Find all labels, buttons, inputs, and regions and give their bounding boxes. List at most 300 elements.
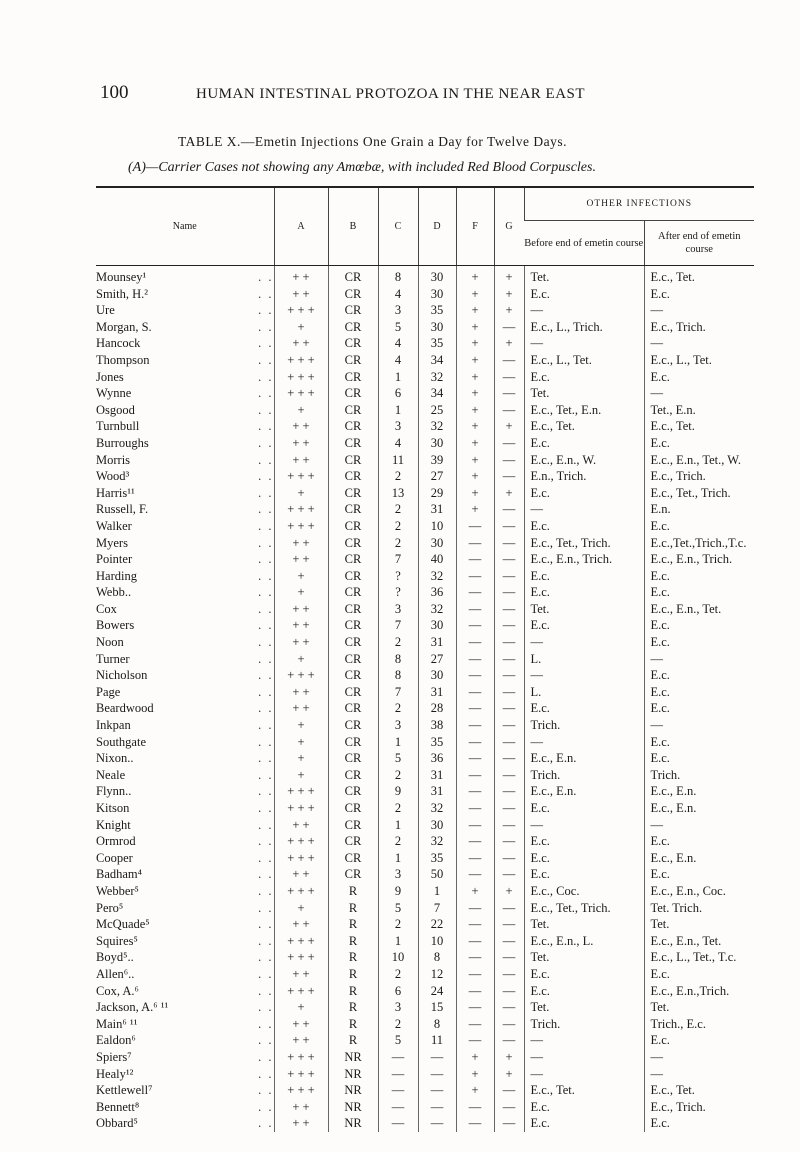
cell-d: —: [418, 1082, 456, 1099]
cell-name: [96, 700, 274, 717]
name-text: Pero⁵: [96, 900, 124, 915]
cell-g: —: [494, 584, 524, 601]
leader-dots: . .: [258, 1033, 274, 1048]
leader-dots: . .: [258, 502, 274, 517]
table-title: TABLE X.—Emetin Injections One Grain a Day for Twelve Days.: [178, 134, 568, 149]
cell-c: 2: [378, 833, 418, 850]
cell-after: E.c.: [644, 568, 754, 585]
cell-c: 7: [378, 551, 418, 568]
leader-dots: . .: [258, 817, 274, 832]
cell-f: —: [456, 933, 494, 950]
cell-after: E.c.: [644, 1115, 754, 1132]
cell-before: E.c., Tet.: [524, 418, 644, 435]
leader-dots: . .: [258, 734, 274, 749]
table-row: [96, 485, 754, 502]
name-text: Main⁶ ¹¹: [96, 1016, 138, 1031]
cell-before: Tet.: [524, 266, 644, 286]
cell-before: E.c., Tet., E.n.: [524, 402, 644, 419]
cell-before: E.c.: [524, 700, 644, 717]
cell-f: —: [456, 1115, 494, 1132]
cell-g: —: [494, 734, 524, 751]
leader-dots: . .: [258, 435, 274, 450]
cell-c: 3: [378, 601, 418, 618]
cell-name: [96, 651, 274, 668]
cell-b: CR: [328, 767, 378, 784]
cell-c: 1: [378, 817, 418, 834]
table-row: [96, 1016, 754, 1033]
cell-before: E.c., E.n., L.: [524, 933, 644, 950]
cell-g: —: [494, 1016, 524, 1033]
cell-name: [96, 568, 274, 585]
leader-dots: . .: [258, 900, 274, 915]
cell-c: 6: [378, 983, 418, 1000]
leader-dots: . .: [258, 1116, 274, 1131]
cell-after: —: [644, 385, 754, 402]
cell-after: E.c.: [644, 1032, 754, 1049]
cell-a: + + +: [274, 833, 328, 850]
cell-a: + +: [274, 817, 328, 834]
table-row: [96, 767, 754, 784]
cell-b: NR: [328, 1115, 378, 1132]
cell-b: R: [328, 1032, 378, 1049]
cell-name: [96, 617, 274, 634]
cell-before: Tet.: [524, 999, 644, 1016]
name-text: Allen⁶..: [96, 966, 135, 981]
cell-g: —: [494, 1099, 524, 1116]
name-text: Beardwood: [96, 701, 154, 716]
cell-d: 30: [418, 266, 456, 286]
cell-a: +: [274, 319, 328, 336]
cell-c: 8: [378, 651, 418, 668]
cell-f: —: [456, 734, 494, 751]
cell-d: 32: [418, 369, 456, 386]
cell-g: —: [494, 717, 524, 734]
cell-after: E.c., L., Tet., T.c.: [644, 949, 754, 966]
cell-a: + +: [274, 1016, 328, 1033]
name-text: Ealdon⁶: [96, 1033, 136, 1048]
leader-dots: . .: [258, 684, 274, 699]
table-row: [96, 817, 754, 834]
cell-a: + +: [274, 634, 328, 651]
cell-name: [96, 933, 274, 950]
cell-g: —: [494, 518, 524, 535]
table-row: [96, 949, 754, 966]
cell-d: 29: [418, 485, 456, 502]
cell-b: CR: [328, 684, 378, 701]
cell-d: 30: [418, 286, 456, 303]
cell-d: 40: [418, 551, 456, 568]
cell-g: +: [494, 1049, 524, 1066]
leader-dots: . .: [258, 867, 274, 882]
cell-a: + +: [274, 866, 328, 883]
name-text: Morgan, S.: [96, 319, 152, 334]
table-row: [96, 883, 754, 900]
table-row: [96, 369, 754, 386]
cell-after: E.c.: [644, 518, 754, 535]
cell-d: 35: [418, 734, 456, 751]
cell-c: 2: [378, 767, 418, 784]
cell-after: E.n.: [644, 501, 754, 518]
cell-d: 31: [418, 501, 456, 518]
col-header-d: D: [418, 187, 456, 265]
cell-after: E.c., Trich.: [644, 319, 754, 336]
name-text: Wynne: [96, 386, 132, 401]
cell-after: E.c.: [644, 700, 754, 717]
cell-name: [96, 634, 274, 651]
table-row: [96, 1049, 754, 1066]
table-row: [96, 335, 754, 352]
cell-b: R: [328, 999, 378, 1016]
cell-after: —: [644, 335, 754, 352]
table-row: [96, 933, 754, 950]
table-row: [96, 1032, 754, 1049]
leader-dots: . .: [258, 452, 274, 467]
table-row: [96, 286, 754, 303]
cell-after: Tet.: [644, 916, 754, 933]
leader-dots: . .: [258, 419, 274, 434]
cell-f: —: [456, 999, 494, 1016]
table-row: [96, 734, 754, 751]
cell-d: 8: [418, 949, 456, 966]
cell-name: [96, 485, 274, 502]
cell-f: —: [456, 916, 494, 933]
cell-a: +: [274, 767, 328, 784]
cell-f: —: [456, 1016, 494, 1033]
cell-g: —: [494, 617, 524, 634]
cell-c: 2: [378, 1016, 418, 1033]
cell-f: —: [456, 518, 494, 535]
cell-a: + +: [274, 418, 328, 435]
page-number: 100: [100, 82, 129, 103]
cell-f: —: [456, 966, 494, 983]
name-text: Bowers: [96, 618, 135, 633]
cell-a: + + +: [274, 933, 328, 950]
cell-f: +: [456, 1049, 494, 1066]
cell-c: 5: [378, 1032, 418, 1049]
cell-c: 2: [378, 468, 418, 485]
table-row: [96, 651, 754, 668]
cell-after: E.c., E.n.: [644, 800, 754, 817]
cell-before: E.c., E.n.: [524, 750, 644, 767]
cell-a: +: [274, 402, 328, 419]
leader-dots: . .: [258, 319, 274, 334]
cell-after: E.c., E.n., Trich.: [644, 551, 754, 568]
cell-b: CR: [328, 352, 378, 369]
table-row: [96, 402, 754, 419]
table-row: [96, 999, 754, 1016]
cell-g: —: [494, 800, 524, 817]
table-row: [96, 667, 754, 684]
cell-f: —: [456, 800, 494, 817]
cell-after: E.c., Tet.: [644, 1082, 754, 1099]
cell-after: E.c.: [644, 866, 754, 883]
cell-f: —: [456, 584, 494, 601]
cell-name: [96, 266, 274, 286]
cell-a: + + +: [274, 468, 328, 485]
cell-f: +: [456, 266, 494, 286]
cell-f: —: [456, 568, 494, 585]
cell-b: CR: [328, 833, 378, 850]
cell-a: + +: [274, 551, 328, 568]
cell-f: —: [456, 634, 494, 651]
cell-a: + +: [274, 617, 328, 634]
cell-b: CR: [328, 817, 378, 834]
cell-d: —: [418, 1049, 456, 1066]
table-row: [96, 601, 754, 618]
leader-dots: . .: [258, 983, 274, 998]
cell-g: —: [494, 667, 524, 684]
col-header-before: Before end of emetin course: [524, 237, 644, 249]
cell-a: + + +: [274, 883, 328, 900]
name-text: Osgood: [96, 402, 135, 417]
cell-f: —: [456, 601, 494, 618]
cell-name: [96, 551, 274, 568]
cell-before: E.c.: [524, 983, 644, 1000]
cell-d: 25: [418, 402, 456, 419]
cell-before: E.c., Coc.: [524, 883, 644, 900]
cell-f: —: [456, 783, 494, 800]
leader-dots: . .: [258, 469, 274, 484]
name-text: Morris: [96, 452, 131, 467]
cell-b: CR: [328, 783, 378, 800]
cell-f: —: [456, 717, 494, 734]
cell-name: [96, 402, 274, 419]
cell-a: + +: [274, 535, 328, 552]
cell-after: E.c.: [644, 634, 754, 651]
cell-d: 22: [418, 916, 456, 933]
cell-f: —: [456, 1099, 494, 1116]
cell-after: Trich., E.c.: [644, 1016, 754, 1033]
table-row: [96, 266, 754, 286]
cell-c: 3: [378, 866, 418, 883]
name-text: McQuade⁵: [96, 917, 150, 932]
cell-b: R: [328, 933, 378, 950]
name-text: Cooper: [96, 850, 133, 865]
cell-g: +: [494, 485, 524, 502]
cell-b: CR: [328, 568, 378, 585]
cell-before: —: [524, 1049, 644, 1066]
cell-g: —: [494, 651, 524, 668]
cell-c: 5: [378, 900, 418, 917]
cell-c: 1: [378, 850, 418, 867]
cell-before: E.c.: [524, 833, 644, 850]
cell-c: 2: [378, 634, 418, 651]
cell-c: 4: [378, 435, 418, 452]
col-header-g: G: [494, 187, 524, 265]
cell-b: R: [328, 966, 378, 983]
cell-d: 31: [418, 783, 456, 800]
cell-f: —: [456, 850, 494, 867]
name-text: Pointer: [96, 552, 133, 567]
cell-g: —: [494, 700, 524, 717]
table-row: [96, 302, 754, 319]
cell-before: E.n., Trich.: [524, 468, 644, 485]
cell-name: [96, 999, 274, 1016]
cell-d: —: [418, 1099, 456, 1116]
cell-b: CR: [328, 734, 378, 751]
table-row: [96, 717, 754, 734]
cell-c: 2: [378, 916, 418, 933]
cell-c: —: [378, 1066, 418, 1083]
cell-g: —: [494, 783, 524, 800]
name-text: Ure: [96, 303, 115, 318]
leader-dots: . .: [258, 336, 274, 351]
cell-f: +: [456, 435, 494, 452]
cell-g: —: [494, 551, 524, 568]
cell-name: [96, 601, 274, 618]
cell-b: R: [328, 949, 378, 966]
cell-a: +: [274, 900, 328, 917]
leader-dots: . .: [258, 270, 274, 284]
cell-c: 13: [378, 485, 418, 502]
cell-d: 31: [418, 634, 456, 651]
leader-dots: . .: [258, 601, 274, 616]
name-text: Page: [96, 684, 121, 699]
cell-after: Tet. Trich.: [644, 900, 754, 917]
cell-after: E.c.: [644, 286, 754, 303]
cell-g: —: [494, 1115, 524, 1132]
cell-a: + + +: [274, 667, 328, 684]
cell-name: [96, 418, 274, 435]
cell-name: [96, 584, 274, 601]
cell-before: —: [524, 335, 644, 352]
cell-g: —: [494, 435, 524, 452]
cell-f: +: [456, 286, 494, 303]
table-row: [96, 501, 754, 518]
name-text: Wood³: [96, 469, 130, 484]
leader-dots: . .: [258, 883, 274, 898]
cell-g: —: [494, 767, 524, 784]
cell-a: + + +: [274, 783, 328, 800]
cell-b: NR: [328, 1049, 378, 1066]
cell-after: E.c., Tet., Trich.: [644, 485, 754, 502]
cell-before: Tet.: [524, 949, 644, 966]
table-row: [96, 584, 754, 601]
cell-f: —: [456, 700, 494, 717]
leader-dots: . .: [258, 386, 274, 401]
name-text: Nixon..: [96, 751, 134, 766]
cell-a: +: [274, 734, 328, 751]
table-row: [96, 700, 754, 717]
cell-name: [96, 335, 274, 352]
cell-f: —: [456, 535, 494, 552]
cell-d: 32: [418, 418, 456, 435]
cell-a: + + +: [274, 1049, 328, 1066]
cell-g: —: [494, 933, 524, 950]
cell-before: E.c.: [524, 584, 644, 601]
cell-f: —: [456, 949, 494, 966]
cell-a: + + +: [274, 850, 328, 867]
cell-before: L.: [524, 651, 644, 668]
table-row: [96, 435, 754, 452]
name-text: Burroughs: [96, 435, 149, 450]
cell-d: 30: [418, 667, 456, 684]
cell-a: + +: [274, 1032, 328, 1049]
cell-after: E.c., E.n., Tet.: [644, 601, 754, 618]
cell-after: E.c., E.n.: [644, 783, 754, 800]
cell-before: Trich.: [524, 717, 644, 734]
leader-dots: . .: [258, 568, 274, 583]
cell-before: E.c.: [524, 286, 644, 303]
cell-after: Tet.: [644, 999, 754, 1016]
name-text: Southgate: [96, 734, 146, 749]
table-row: [96, 468, 754, 485]
cell-before: —: [524, 1032, 644, 1049]
cell-b: CR: [328, 850, 378, 867]
cell-b: CR: [328, 518, 378, 535]
cell-f: +: [456, 1066, 494, 1083]
cell-b: CR: [328, 319, 378, 336]
cell-b: CR: [328, 286, 378, 303]
cell-before: Tet.: [524, 601, 644, 618]
cell-g: —: [494, 949, 524, 966]
cell-d: 30: [418, 617, 456, 634]
cell-g: —: [494, 385, 524, 402]
name-text: Mounsey¹: [96, 270, 147, 284]
cell-d: —: [418, 1066, 456, 1083]
cell-name: [96, 684, 274, 701]
cell-b: CR: [328, 501, 378, 518]
cell-g: —: [494, 501, 524, 518]
table-row: [96, 750, 754, 767]
table-row: [96, 966, 754, 983]
leader-dots: . .: [258, 585, 274, 600]
cell-b: NR: [328, 1099, 378, 1116]
leader-dots: . .: [258, 303, 274, 318]
cell-before: E.c.: [524, 518, 644, 535]
name-text: Boyd⁵..: [96, 950, 134, 965]
cell-f: +: [456, 485, 494, 502]
col-header-a: A: [274, 187, 328, 265]
cell-g: —: [494, 601, 524, 618]
name-text: Flynn..: [96, 784, 132, 799]
cell-a: + +: [274, 916, 328, 933]
name-text: Thompson: [96, 352, 150, 367]
cell-after: Trich.: [644, 767, 754, 784]
running-head: HUMAN INTESTINAL PROTOZOA IN THE NEAR EAST: [196, 86, 586, 102]
cell-before: —: [524, 634, 644, 651]
cell-d: 36: [418, 584, 456, 601]
cell-d: 32: [418, 568, 456, 585]
cell-before: E.c.: [524, 1099, 644, 1116]
cell-b: CR: [328, 634, 378, 651]
cell-c: 2: [378, 535, 418, 552]
name-text: Squires⁵: [96, 933, 138, 948]
cell-b: R: [328, 883, 378, 900]
name-text: Cox: [96, 601, 117, 616]
cell-c: 3: [378, 418, 418, 435]
cell-a: + + +: [274, 800, 328, 817]
cell-c: —: [378, 1115, 418, 1132]
table-row: [96, 916, 754, 933]
cell-name: [96, 1099, 274, 1116]
cell-b: R: [328, 916, 378, 933]
cell-f: —: [456, 750, 494, 767]
cell-d: 36: [418, 750, 456, 767]
cell-b: CR: [328, 369, 378, 386]
table-row: [96, 1099, 754, 1116]
cell-before: —: [524, 1066, 644, 1083]
cell-g: —: [494, 369, 524, 386]
cell-a: + + +: [274, 352, 328, 369]
name-text: Knight: [96, 817, 131, 832]
cell-b: CR: [328, 601, 378, 618]
cell-g: —: [494, 634, 524, 651]
table-row: [96, 833, 754, 850]
cell-after: E.c., E.n.: [644, 850, 754, 867]
cell-c: ?: [378, 584, 418, 601]
cell-d: 7: [418, 900, 456, 917]
